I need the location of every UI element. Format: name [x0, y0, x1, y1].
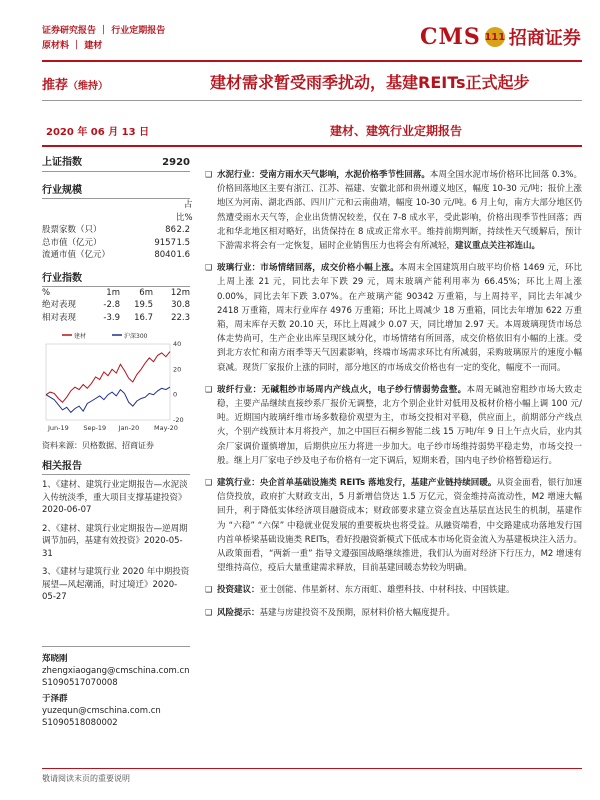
scale-row: 股票家数（只） 86 2.2	[42, 225, 190, 235]
report-date: 2020 年 06 月 13 日	[46, 127, 150, 138]
bullet-icon: ❑	[205, 607, 213, 617]
report-category-line1: 证券研究报告 ｜ 行业定期报告	[42, 26, 166, 36]
paragraph-body: 基建与房建投资不及预期，原材料价格大幅度提升。	[259, 607, 456, 618]
legend-label: 沪深300	[124, 333, 148, 340]
x-tick-label: Sep-19	[83, 424, 107, 432]
rating	[42, 74, 108, 93]
bullet-icon: ❑	[205, 478, 213, 488]
report-title: 建材需求暂受雨季扰动，基建REITs正式起步	[210, 73, 530, 92]
performance-header: % 1m 6m 12m	[42, 287, 190, 298]
title-divider	[42, 100, 582, 101]
chart-source: 资料来源：贝格数据、招商证券	[42, 441, 154, 450]
paragraph-heading: 玻纤行业：无碱粗纱市场周内产线点火，电子纱行情弱势盘整。	[217, 384, 467, 395]
report-category-line2: 原材料 ｜ 建材	[42, 41, 103, 51]
footer-divider	[42, 768, 582, 769]
related-list	[42, 479, 190, 604]
bullet-icon: ❑	[205, 263, 213, 273]
paragraph-investment	[205, 583, 582, 597]
logo-badge-icon: 111	[485, 27, 505, 47]
scale-row: 流通市值（亿元） 8040 1.6	[42, 250, 190, 260]
y-tick-label: -20	[173, 416, 184, 424]
paragraph-risk	[205, 606, 582, 620]
analysts	[42, 646, 190, 729]
scale-title: 行业规模	[42, 184, 190, 199]
paragraph-heading: 玻璃行业：市场情绪回落，成交价格小幅上涨。	[217, 263, 399, 274]
bullet-icon: ❑	[205, 585, 213, 595]
paragraph-body: 本周末全国建筑用白玻平均价格 1469 元，环比上周上涨 21 元，同比去年下跌 29 元，周末玻璃产能利用率为 66.45%；环比上周上涨 0.00%，同比去年下跌 3.07%。在产玻璃产能 90342 万重箱，与上周持平，同比去年减少 2418 万重箱，周末行业库存 4976 万重箱；环比上周减少 18 万重箱，同比去年增加 622 万重箱，周末库存天数 20.10 天，环比上周减少 0.07 天，同比增加 2.97 天。本周玻璃现货市场总体走势尚可，生产企业出库呈现区域分化，市场情绪有所回落，成交价格依旧有小幅的上涨。受到北方农忙和南方雨季等天气因素影响，终端市场需求环比有所减弱，采购玻璃原片的速度小幅衰减。现货厂家报价上涨的同时，部分地区的市场成交价格也有一定的变化，幅度不一而同。	[217, 263, 582, 373]
paragraph-construction	[205, 476, 582, 575]
analyst-id: S1090518080002	[42, 717, 118, 728]
performance-chart	[42, 328, 190, 438]
logo-cms-text: CMS	[420, 24, 481, 50]
index-row	[42, 155, 190, 172]
performance-row: 相对表现 -3.9 16.7 22.3	[42, 312, 190, 323]
scale-unit: 占比%	[176, 200, 193, 223]
analyst-id: S1090517070008	[42, 677, 118, 688]
y-tick-label: 40	[173, 340, 182, 348]
paragraph-body: 本周无碱池窑粗纱市场大致走稳，主要产品继续直接纱系厂报价无调整，北方个别企业针对低用及板材价格小幅上调 100 元/吨。近期国内玻璃纤维市场多数稳价观望为主，市场交投相对平稳，供应面上，前期部分产线点火，个别产线预计本月将投产，加之中国巨石桐乡智能二线 15 万吨/年 9 日上午点火后，业内其余厂家调价谨慎增加，后期供应压力将进一步加大。电子纱市场维持弱势平稳走势，市场交投一般。继上月厂家电子纱及电子布价格有一定下调后，短期来看，国内电子纱价格暂稳运行。	[217, 384, 582, 466]
y-tick-label: 20	[173, 365, 182, 374]
related-report-item[interactable]: 1、《建材、建筑行业定期报告—水泥淡入传统淡季，重大项目支撑基建投资》2020-06-07	[42, 480, 188, 515]
sidebar	[42, 155, 193, 729]
paragraph-body: 本周全国水泥市场价格环比回落 0.3%。价格回落地区主要有浙江、江苏、福建、安徽北部和贵州遵义地区，幅度 10-30 元/吨；报价上涨地区为河南、湖北西部、四川广元和云南曲靖，幅度 10-30 元/吨。6 月上旬，南方大部分地区仍然遭受雨水天气等，企业出货情况较差，仅在 7-8 成水平，受此影响，价格出现季节性回落；西北和华北地区相对略好，出货保持在 8 成或正常水平。维持前期判断，持续性天气缓解后，预计下游需求将会有一定恢复，届时企业销售压力也将会有所减轻，	[217, 170, 582, 252]
scale-row: 总市值（亿元） 9157 1.5	[42, 237, 190, 248]
bullet-icon: ❑	[205, 384, 213, 394]
x-tick-label: May-20	[154, 424, 178, 432]
paragraph-heading: 水泥行业：受南方雨水天气影响，水泥价格季节性回落。	[217, 170, 430, 180]
analyst-email[interactable]: yuzequn@cmschina.com.cn	[42, 705, 161, 716]
bullet-icon: ❑	[205, 170, 213, 179]
x-tick-label: Jan-20	[118, 424, 140, 432]
performance-title: 行业指数	[42, 272, 190, 287]
x-tick-label: Jun-19	[48, 424, 69, 432]
subheader-divider	[42, 145, 582, 147]
paragraph-tail: 建议重点关注祁连山。	[455, 241, 541, 252]
paragraph-heading: 风险提示：	[217, 607, 260, 618]
paragraph-body: 从资金面看，银行加速信贷投放，政府扩大财政支出，5 月新增信贷达 1.5 万亿元，资金维持高流动性，M2 增速大幅回升，利于降低实体经济项目融资成本；财政部要求建立资金直达基层直达民生的机制，基建作为 “六稳” “六保” 中稳就业促发展的重要板块也将受益。从融资端看，中交路建成功落地发行国内首单桥梁基础设施类 REITs，看好投融资新模式下低成本市场化资金流入为基建板块注入活力。从政策面看，“两新一重” 指导文遵强国战略继续推进，我们认为面对经济下行压力，M2 增速有望维持高位，疫后大量重建需求释放，目前基建回暖态势较为明确。	[217, 478, 582, 574]
company-logo	[420, 20, 581, 54]
paragraph-cement	[205, 168, 582, 253]
analyst-email[interactable]: zhengxiaogang@cmschina.com.cn	[42, 665, 190, 676]
rating-label: 推荐	[42, 78, 69, 93]
main-content	[205, 168, 582, 628]
related-report-item[interactable]: 2、《建材、建筑行业定期报告—逆周期调节加码，基建有效投资》2020-05-31	[42, 523, 188, 559]
y-tick-label: 0	[173, 390, 178, 399]
paragraph-heading: 投资建议：	[217, 585, 260, 596]
legend-label: 建材	[74, 333, 87, 340]
scale-header	[42, 199, 193, 224]
analyst-name: 于泽群	[42, 693, 68, 704]
index-label: 上证指数	[42, 157, 82, 168]
report-type: 建材、建筑行业定期报告	[330, 124, 463, 138]
paragraph-body: 亚士创能、伟星新材、东方雨虹、雄塑科技、中材科技、中国铁建。	[259, 585, 515, 596]
header-divider	[42, 60, 582, 62]
footer-note: 敬请阅读末页的重要说明	[42, 774, 130, 783]
analyst-name: 郑晓刚	[42, 653, 68, 664]
report-category	[42, 24, 165, 54]
logo-company-name: 招商证券	[508, 28, 581, 49]
paragraph-heading: 建筑行业：央企首单基础设施类 REITs 落地发行，基建产业链持续回暖。	[217, 478, 497, 489]
paragraph-glass	[205, 261, 582, 375]
related-report-item[interactable]: 3、《建材与建筑行业 2020 年中期投资展望—风起潮涌，时过境迁》2020-05-27	[42, 567, 190, 602]
related-title: 相关报告	[42, 460, 190, 475]
index-value: 2920	[162, 157, 190, 168]
rating-sub: （维持）	[68, 81, 109, 92]
paragraph-fiberglass	[205, 383, 582, 468]
performance-row: 绝对表现 -2.8 19.5 30.8	[42, 300, 190, 310]
